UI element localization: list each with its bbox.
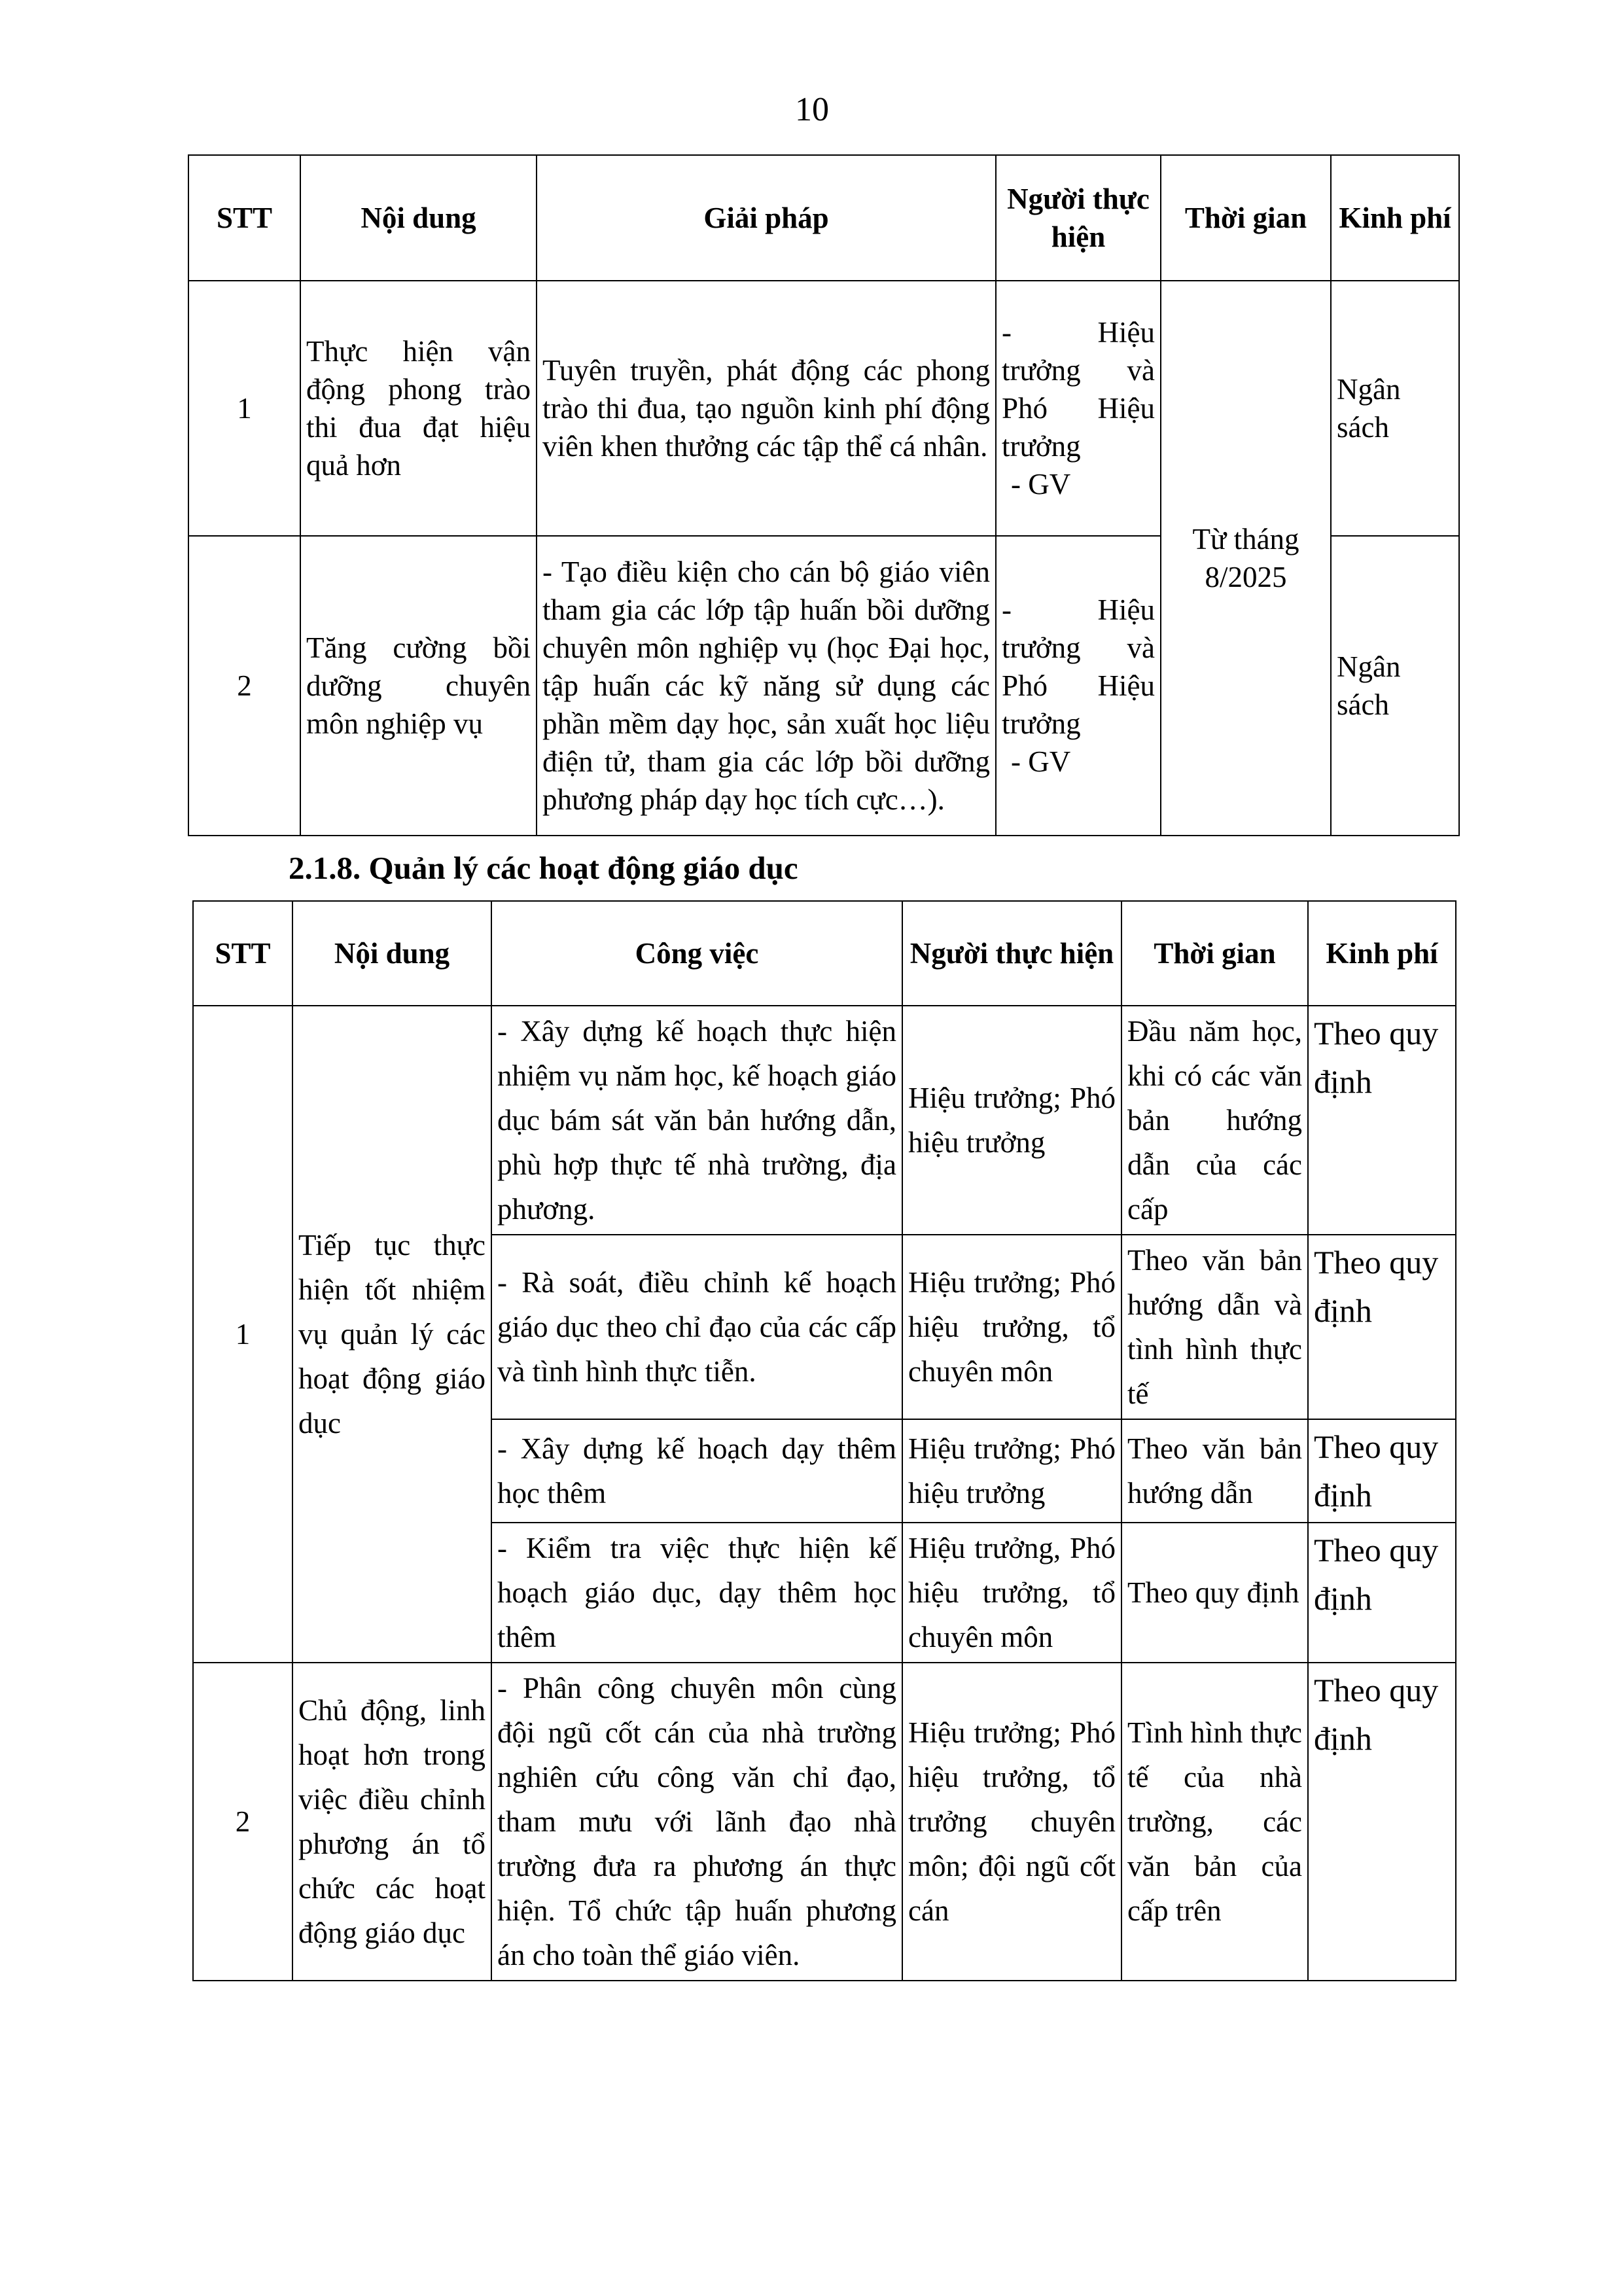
row-nguoi-thuc-hien: Hiệu trưởng, Phó hiệu trưởng, tổ chuyên môn: [902, 1523, 1121, 1663]
person-teachers: - GV: [1011, 468, 1071, 501]
row-stt: 2: [193, 1663, 292, 1981]
header-stt: STT: [193, 901, 292, 1006]
solutions-table: [188, 154, 1460, 836]
education-activities-table: [192, 900, 1456, 1981]
person-teachers: - GV: [1011, 745, 1071, 778]
header-nguoi-thuc-hien: Người thực hiện: [902, 901, 1121, 1006]
row-stt: 1: [188, 281, 300, 536]
header-noi-dung: Nội dung: [300, 155, 537, 281]
row-kinh-phi: Theo quy định: [1308, 1006, 1456, 1235]
row-thoi-gian: Từ tháng 8/2025: [1161, 281, 1331, 836]
row-kinh-phi: Theo quy định: [1308, 1235, 1456, 1419]
row-noi-dung: Chủ động, linh hoạt hơn trong việc điều chỉnh phương án tổ chức các hoạt động giáo dục: [292, 1663, 491, 1981]
row-stt: 2: [188, 536, 300, 836]
row-noi-dung: Tăng cường bồi dưỡng chuyên môn nghiệp vụ: [300, 536, 537, 836]
row-thoi-gian: Đầu năm học, khi có các văn bản hướng dẫn của các cấp: [1121, 1006, 1308, 1235]
row-giai-phap: - Tạo điều kiện cho cán bộ giáo viên tham gia các lớp tập huấn bồi dưỡng chuyên môn nghiệp vụ (học Đại học, tập huấn các kỹ năng sử dụng các phần mềm dạy học, sản xuất học liệu điện tử, tham gia các lớp bồi dưỡng phương pháp dạy học tích cực…).: [537, 536, 996, 836]
header-kinh-phi: Kinh phí: [1308, 901, 1456, 1006]
table-row: [188, 281, 1459, 536]
page-number: 10: [795, 91, 829, 128]
row-nguoi-thuc-hien: Hiệu trưởng; Phó hiệu trưởng, tổ chuyên môn: [902, 1235, 1121, 1419]
row-kinh-phi: Theo quy định: [1308, 1419, 1456, 1523]
row-thoi-gian: Theo quy định: [1121, 1523, 1308, 1663]
header-kinh-phi: Kinh phí: [1331, 155, 1459, 281]
row-noi-dung: Thực hiện vận động phong trào thi đua đạt hiệu quả hơn: [300, 281, 537, 536]
row-cong-viec: - Phân công chuyên môn cùng đội ngũ cốt cán của nhà trường nghiên cứu công văn chỉ đạo, tham mưu với lãnh đạo nhà trường đưa ra phương án thực hiện. Tổ chức tập huấn phương án cho toàn thể giáo viên.: [491, 1663, 902, 1981]
row-thoi-gian: Theo văn bản hướng dẫn và tình hình thực tế: [1121, 1235, 1308, 1419]
row-nguoi-thuc-hien: Hiệu trưởng; Phó hiệu trưởng, tổ trưởng chuyên môn; đội ngũ cốt cán: [902, 1663, 1121, 1981]
row-giai-phap: Tuyên truyền, phát động các phong trào thi đua, tạo nguồn kinh phí động viên khen thưởng các tập thể cá nhân.: [537, 281, 996, 536]
row-kinh-phi: Ngân sách: [1331, 281, 1459, 536]
header-nguoi-thuc-hien: Người thực hiện: [996, 155, 1161, 281]
row-noi-dung: Tiếp tục thực hiện tốt nhiệm vụ quản lý các hoạt động giáo dục: [292, 1006, 491, 1663]
row-nguoi-thuc-hien: [996, 536, 1161, 836]
row-nguoi-thuc-hien: [996, 281, 1161, 536]
header-giai-phap: Giải pháp: [537, 155, 996, 281]
header-thoi-gian: Thời gian: [1161, 155, 1331, 281]
header-noi-dung: Nội dung: [292, 901, 491, 1006]
header-stt: STT: [188, 155, 300, 281]
table-header-row: [188, 155, 1459, 281]
row-cong-viec: - Rà soát, điều chỉnh kế hoạch giáo dục theo chỉ đạo của các cấp và tình hình thực tiễn.: [491, 1235, 902, 1419]
row-nguoi-thuc-hien: Hiệu trưởng; Phó hiệu trưởng: [902, 1419, 1121, 1523]
section-heading: 2.1.8. Quản lý các hoạt động giáo dục: [289, 850, 798, 886]
row-kinh-phi: Ngân sách: [1331, 536, 1459, 836]
table-row: [193, 1006, 1456, 1235]
row-cong-viec: - Kiểm tra việc thực hiện kế hoạch giáo dục, dạy thêm học thêm: [491, 1523, 902, 1663]
row-stt: 1: [193, 1006, 292, 1663]
row-kinh-phi: Theo quy định: [1308, 1523, 1456, 1663]
person-principals: - Hiệu trưởng và Phó Hiệu trưởng: [1002, 316, 1155, 463]
row-nguoi-thuc-hien: Hiệu trưởng; Phó hiệu trưởng: [902, 1006, 1121, 1235]
row-cong-viec: - Xây dựng kế hoạch dạy thêm học thêm: [491, 1419, 902, 1523]
row-cong-viec: - Xây dựng kế hoạch thực hiện nhiệm vụ năm học, kế hoạch giáo dục bám sát văn bản hướng dẫn, phù hợp thực tế nhà trường, địa phương.: [491, 1006, 902, 1235]
row-kinh-phi: Theo quy định: [1308, 1663, 1456, 1981]
header-cong-viec: Công việc: [491, 901, 902, 1006]
row-thoi-gian: Tình hình thực tế của nhà trường, các văn bản của cấp trên: [1121, 1663, 1308, 1981]
table-header-row: [193, 901, 1456, 1006]
person-principals: - Hiệu trưởng và Phó Hiệu trưởng: [1002, 593, 1155, 740]
row-thoi-gian: Theo văn bản hướng dẫn: [1121, 1419, 1308, 1523]
header-thoi-gian: Thời gian: [1121, 901, 1308, 1006]
table-row: [193, 1663, 1456, 1981]
